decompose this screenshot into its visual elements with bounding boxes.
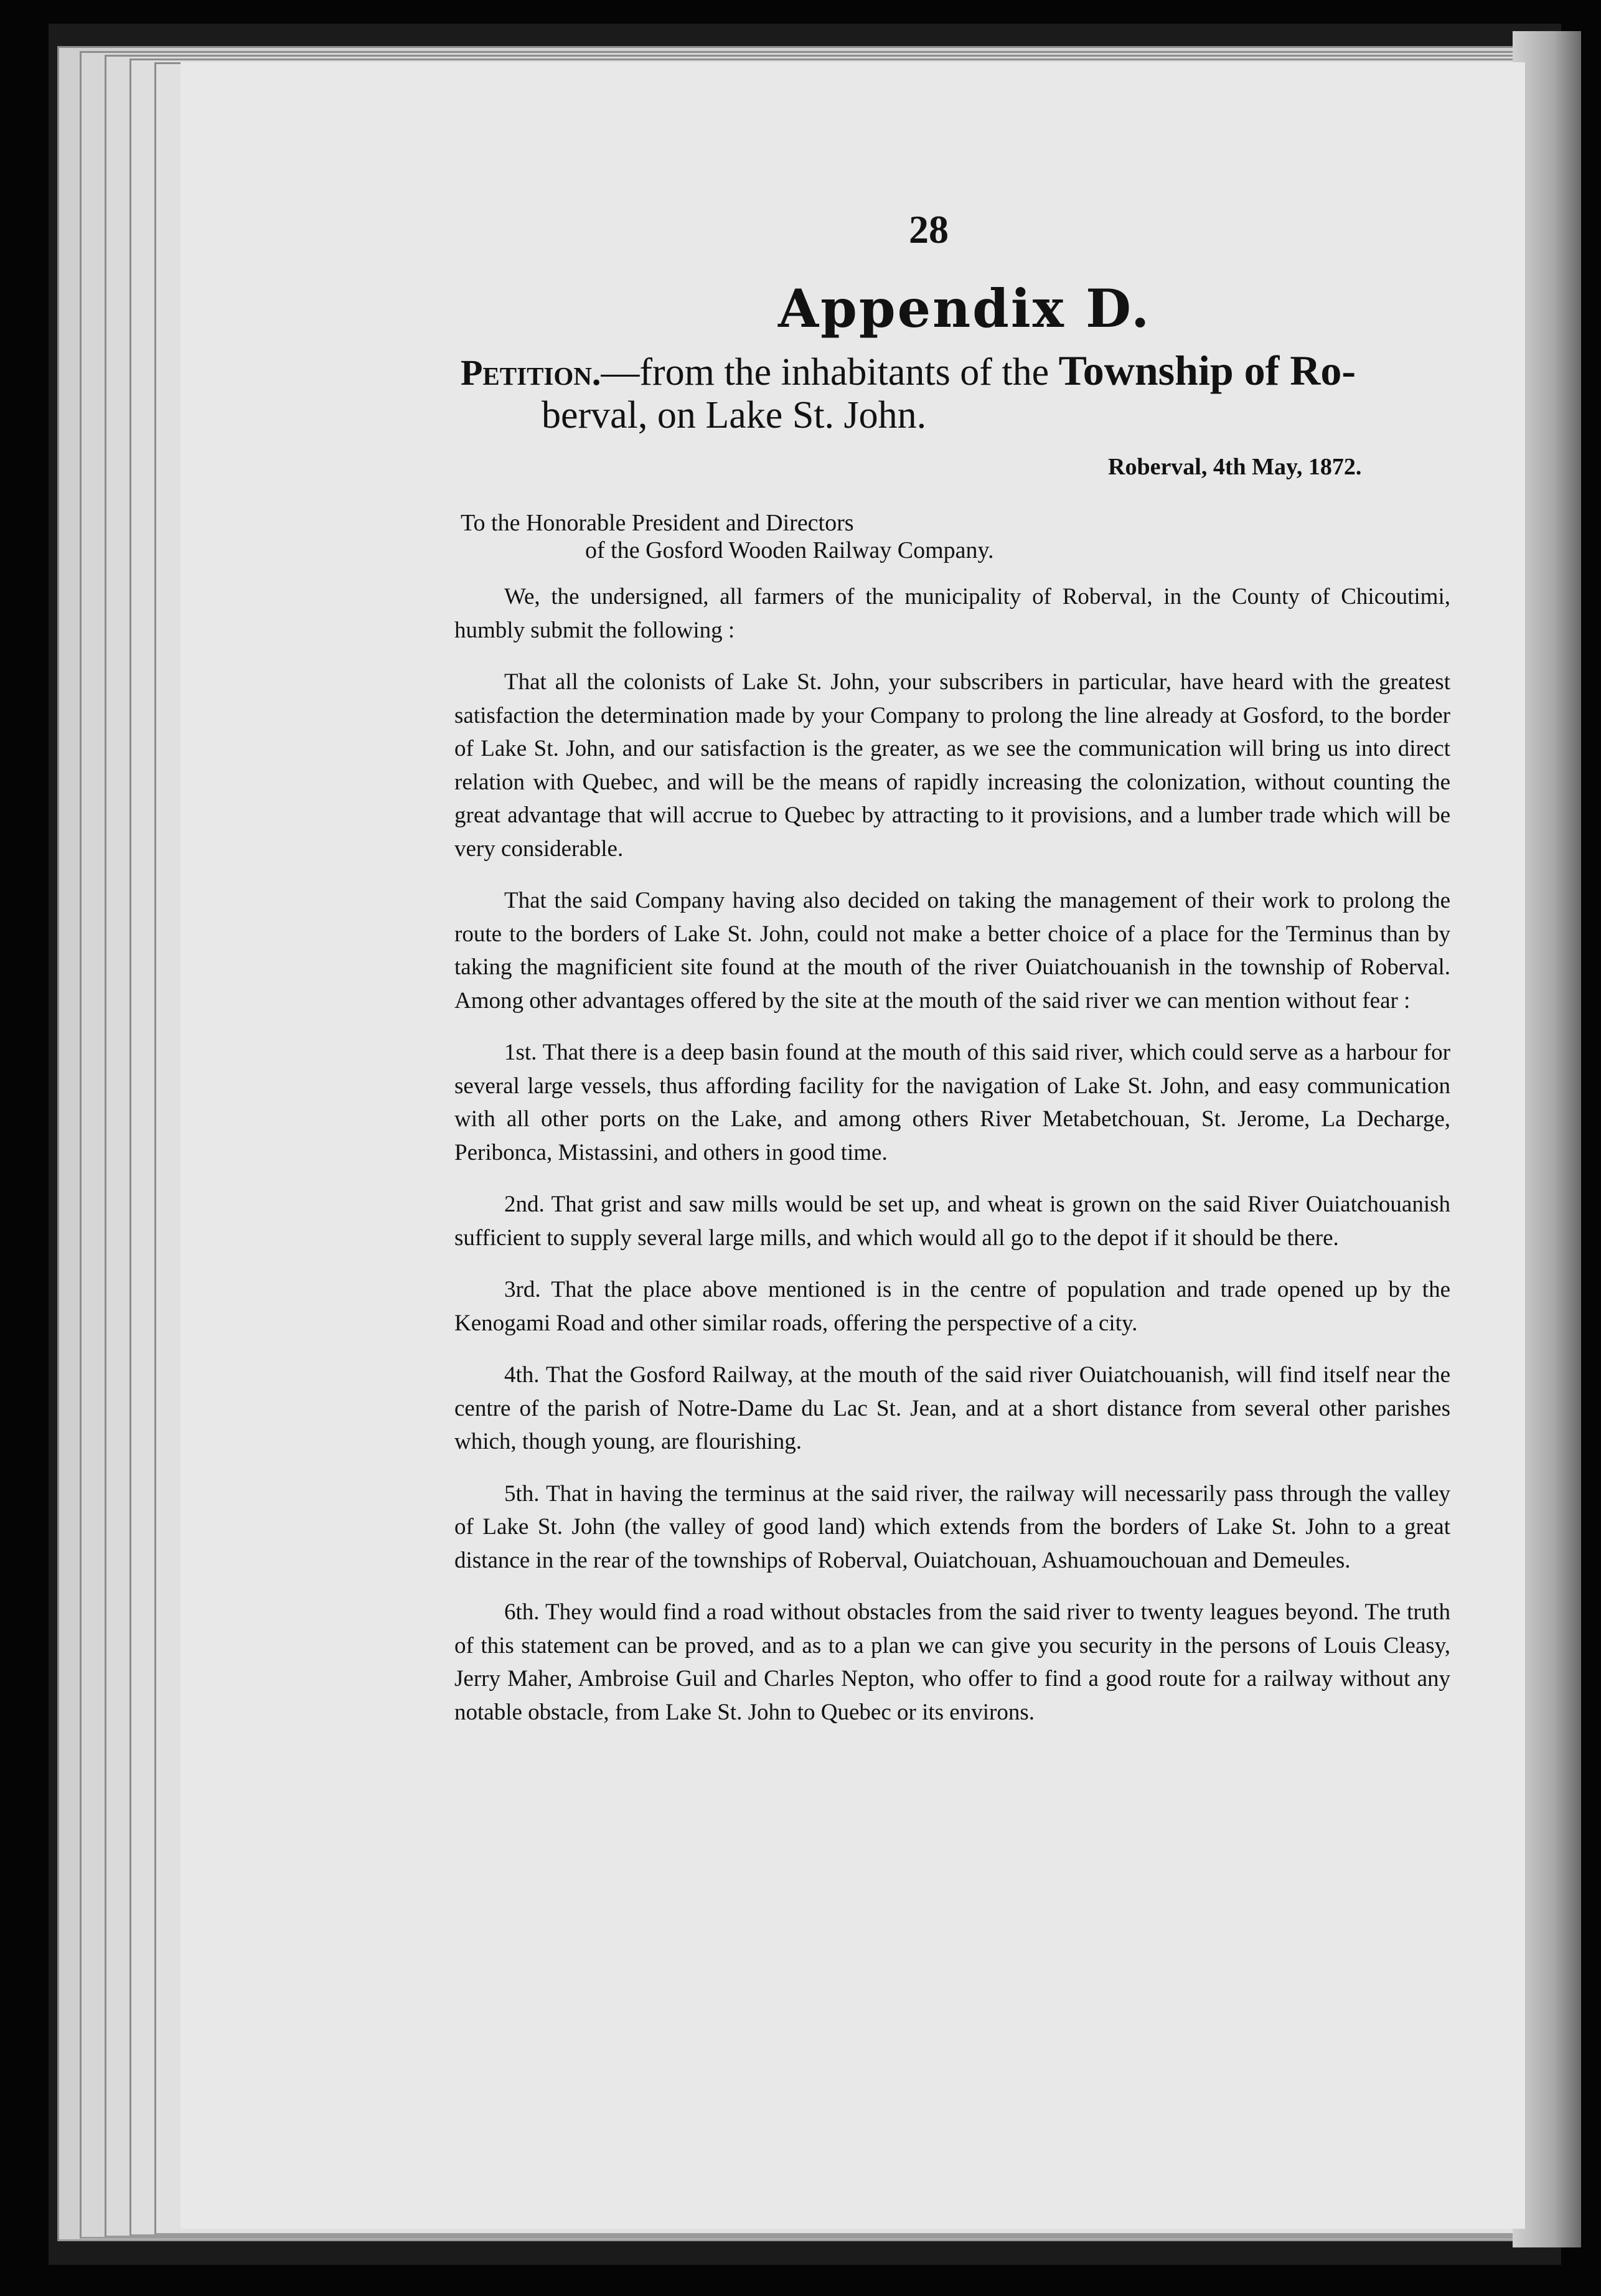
address-line-2: of the Gosford Wooden Railway Company. [585,537,994,563]
petition-heading-text: —from the inhabitants of the [601,351,1049,393]
petition-label: Petition. [461,352,601,393]
paragraph-terminus: That the said Company having also decided on taking the management of their work to prolong the route to the borders of Lake St. John, could not make a better choice of a place for the Terminus than by taking the magnificient site found at the mouth of the river Ouiatchouanish in the township of Roberval. Among other advantages offered by the site at the mouth of the said river we can mention without fear : [454,888,1450,1014]
paragraph-colonists: That all the colonists of Lake St. John, your subscribers in particular, have heard with the greatest satisfaction the determination made by your Company to prolong the line already at Gosford, to the border of Lake St. John, and our satisfaction is the greater, as we see the communication will bring us into direct relation with Quebec, and will be the means of rapidly increasing the colonization, without counting the great advantage that will accrue to Quebec by attracting to it provisions, and a lumber trade which will be very considerable. [454,669,1450,862]
appendix-title: Appendix D. [778,278,1152,339]
paragraph-point-5: 5th. That in having the terminus at the said river, the railway will necessarily pass through the valley of Lake St. John (the valley of good land) which extends from the borders of Lake St. John to a great distance in the rear of the townships of Roberval, Ouiatchouan, Ashuamouchouan and Demeules. [454,1480,1450,1573]
paragraph-point-6: 6th. They would find a road without obstacles from the said river to twenty leagues beyond. The truth of this statement can be proved, and as to a plan we can give you security in the persons of Louis Cleasy, Jerry Maher, Ambroise Guil and Charles Nepton, who offer to find a good route for a railway without any notable obstacle, from Lake St. John to Quebec or its environs. [454,1599,1450,1725]
dateline: Roberval, 4th May, 1872. [1108,454,1362,480]
petition-heading-bold: Township of Ro- [1058,347,1356,394]
paragraph-intro: We, the undersigned, all farmers of the municipality of Roberval, in the County of Chicoutimi, humbly submit the following : [454,584,1450,643]
document-page [181,62,1525,2229]
petition-heading-line-2: berval, on Lake St. John. [542,394,927,436]
paragraph-point-3: 3rd. That the place above mentioned is in the centre of population and trade opened up by the Kenogami Road and other similar roads, offering the perspective of a city. [454,1277,1450,1336]
paragraph-point-2: 2nd. That grist and saw mills would be set up, and wheat is grown on the said River Ouiatchouanish sufficient to supply several large mills, and which would all go to the depot if it should be there. [454,1192,1450,1251]
page-number: 28 [909,207,949,252]
paragraph-point-1: 1st. That there is a deep basin found at the mouth of this said river, which could serve as a harbour for several large vessels, thus affording facility for the navigation of Lake St. John, and easy communication with all other ports on the Lake, and among others River Metabetchouan, St. Jerome, La Decharge, Peribonca, Mistassini, and others in good time. [454,1040,1450,1165]
petition-heading-line-1 [461,346,1356,395]
petition-body [454,580,1450,1748]
paragraph-point-4: 4th. That the Gosford Railway, at the mouth of the said river Ouiatchouanish, will find itself near the centre of the parish of Notre-Dame du Lac St. Jean, and at a short distance from several other parishes which, though young, are flourishing. [454,1362,1450,1454]
address-line-1: To the Honorable President and Directors [461,510,854,536]
